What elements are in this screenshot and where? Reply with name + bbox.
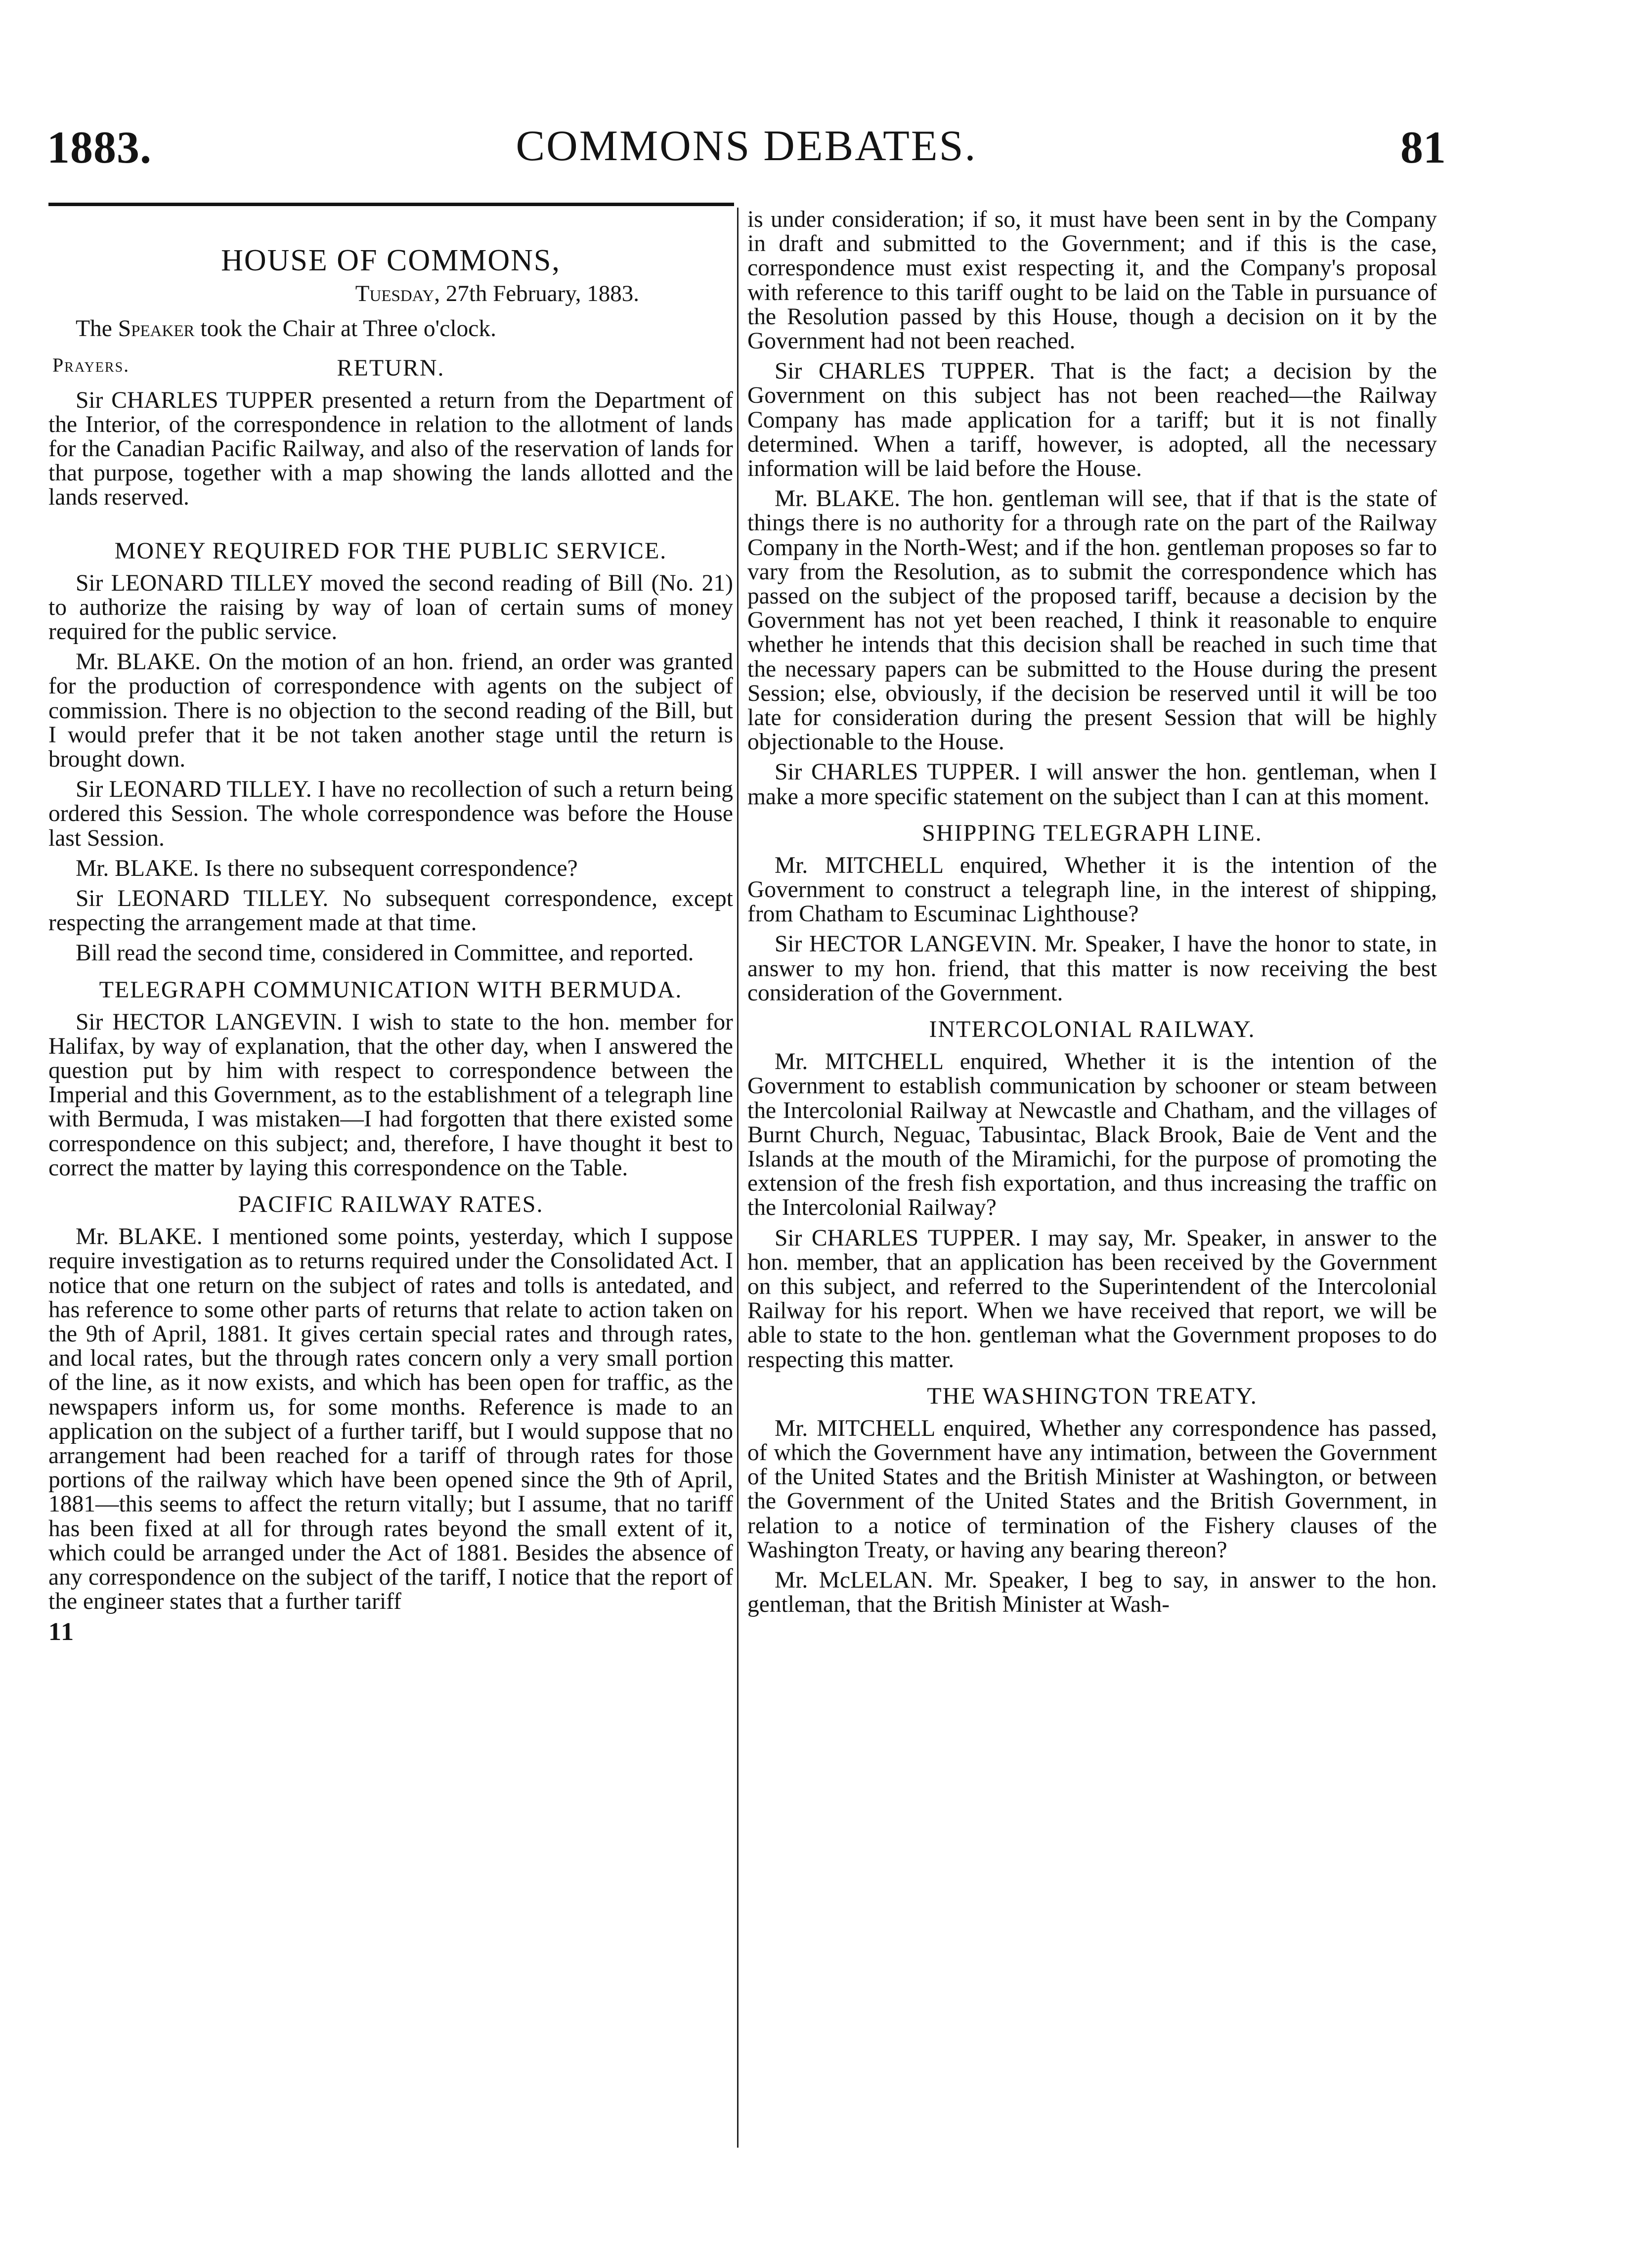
heading-pacific-railway-rates: PACIFIC RAILWAY RATES. <box>238 1191 544 1218</box>
heading-telegraph-bermuda: TELEGRAPH COMMUNICATION WITH BERMUDA. <box>99 976 683 1003</box>
sitting-date-rest: 27th February, 1883. <box>445 281 639 306</box>
chair-text: took the Chair at Three o'clock. <box>194 316 496 342</box>
rates-paragraph-3: Sir CHARLES TUPPER. I will answer the hon. gentleman, when I make a more specific statement on the subject than I can at this moment. <box>747 759 1437 810</box>
heading-return: RETURN. <box>337 354 445 381</box>
house-title: HOUSE OF COMMONS, <box>221 244 561 277</box>
header-page-number: 81 <box>1400 122 1446 173</box>
sitting-day: Tuesday, <box>355 281 440 306</box>
rates-paragraph-2: Mr. BLAKE. The hon. gentleman will see, that if that is the state of things there is no authority for a through rate on the part of the Railway Company in the North-West; and if the hon. gentleman proposes so far to vary from the Resolution, as to submit the correspondence which has passed on the subject of the proposed tariff, because a decision by the Government has not yet been reached, I think it reasonable to enquire whether he intends that this decision shall be reached in such time that the necessary papers can be submitted to the House during the present Session; else, obviously, if the decision be reserved until it will be too late for consideration during the present Session that will be highly objectionable to the House. <box>747 486 1437 755</box>
money-paragraph-6: Bill read the second time, considered in Committee, and reported. <box>76 940 694 966</box>
speaker-word: Speaker <box>118 316 195 342</box>
shipping-paragraph-1: Mr. MITCHELL enquired, Whether it is the intention of the Government to construct a telegraph line, in the interest of shipping, from Chatham to Escuminac Lighthouse? <box>747 852 1437 927</box>
money-paragraph-4: Mr. BLAKE. Is there no subsequent correspondence? <box>76 855 578 881</box>
money-paragraph-5: Sir LEONARD TILLEY. No subsequent correspondence, except respecting the arrangement made at that time. <box>48 886 733 936</box>
intercolonial-paragraph-1: Mr. MITCHELL enquired, Whether it is the intention of the Government to establish communication by schooner or steam between the Intercolonial Railway at Newcastle and Chatham, and the villages of Burnt Church, Neguac, Tabusintac, Black Brook, Baie de Vent and the Islands at the mouth of the Miramichi, for the purpose of promoting the extension of the fresh fish exportation, and thus increasing the traffic on the Intercolonial Railway? <box>747 1049 1437 1221</box>
signature-mark: 11 <box>48 1618 75 1646</box>
prayers-label: Prayers. <box>52 354 130 377</box>
washington-paragraph-2: Mr. McLELAN. Mr. Speaker, I beg to say, in answer to the hon. gentleman, that the British Minister at Wash- <box>747 1567 1437 1618</box>
heading-washington-treaty: THE WASHINGTON TREATY. <box>927 1382 1258 1409</box>
pacific-paragraph: Mr. BLAKE. I mentioned some points, yesterday, which I suppose require investigation as to returns required under the Consolidated Act. I notice that one return on the subject of rates and tolls is antedated, and has reference to some other parts of returns that relate to action taken on the 9th of April, 1881. It gives certain special rates and through rates, and local rates, but the through rates concern only a very small portion of the line, as it now exists, and which has been open for traffic, as the newspapers inform us, for some months. Reference is made to an application on the subject of a further tariff, but I would suppose that no arrangement had been reached for a tariff of through rates for those portions of the railway which have been opened since the 9th of April, 1881—this seems to affect the return vitally; but I assume, that no tariff has been fixed at all for through rates beyond the small extent of it, which could be arranged under the Act of 1881. Besides the absence of any correspondence on the subject of the tariff, I notice that the report of the engineer states that a further tariff <box>48 1224 733 1615</box>
header-year: 1883. <box>47 122 152 173</box>
intercolonial-paragraph-2: Sir CHARLES TUPPER. I may say, Mr. Speaker, in answer to the hon. member, that an application has been received by the Government on this subject, and referred to the Superintendent of the Intercolonial Railway for his report. When we have received that report, we will be able to state to the hon. gentleman what the Government proposes to do respecting this matter. <box>747 1225 1437 1373</box>
heading-money-required: MONEY REQUIRED FOR THE PUBLIC SERVICE. <box>114 537 667 564</box>
return-paragraph: Sir CHARLES TUPPER presented a return from the Department of the Interior, of the correspondence in relation to the allotment of lands for the Canadian Pacific Railway, and also of the reservation of lands for that purpose, together with a map showing the lands allotted and the lands reserved. <box>48 387 733 511</box>
bermuda-paragraph: Sir HECTOR LANGEVIN. I wish to state to the hon. member for Halifax, by way of explanation, that the other day, when I answered the question put by him with respect to correspondence between the Imperial and this Government, as to the establishment of a telegraph line with Bermuda, I was mistaken—I had forgotten that there existed some correspondence on this subject; and, therefore, I have thought it best to correct the matter by laying this correspondence on the Table. <box>48 1009 733 1181</box>
continuation-paragraph: is under consideration; if so, it must have been sent in by the Company in draft and submitted to the Government; and if this is the case, correspondence must exist respecting it, and the Company's proposal with reference to this tariff ought to be laid on the Table in pursuance of the Resolution passed by this House, though a decision on it by the Government had not been reached. <box>747 207 1437 354</box>
header-rule <box>48 203 734 206</box>
right-column <box>747 208 1437 1623</box>
sitting-date <box>48 282 733 306</box>
heading-intercolonial-railway: INTERCOLONIAL RAILWAY. <box>929 1016 1256 1043</box>
the-word: The <box>76 316 118 342</box>
washington-paragraph-1: Mr. MITCHELL enquired, Whether any correspondence has passed, of which the Government have any intimation, between the Government of the United States and the British Minister at Washington, or between the Government of the United States and the British Government, in relation to a notice of termination of the Fishery clauses of the Washington Treaty, or having any bearing thereon? <box>747 1415 1437 1563</box>
running-header <box>47 121 1446 185</box>
speaker-chair-line <box>76 317 733 341</box>
rates-paragraph-1: Sir CHARLES TUPPER. That is the fact; a decision by the Government on this subject has not been reached—the Railway Company has made application for a tariff; but it is not finally determined. When a tariff, however, is adopted, all the necessary information will be laid before the House. <box>747 358 1437 482</box>
money-paragraph-3: Sir LEONARD TILLEY. I have no recollection of such a return being ordered this Session. The whole correspondence was before the House last Session. <box>48 777 733 851</box>
left-column <box>48 208 733 1644</box>
column-divider <box>737 208 739 2148</box>
header-title: COMMONS DEBATES. <box>516 122 977 170</box>
money-paragraph-1: Sir LEONARD TILLEY moved the second reading of Bill (No. 21) to authorize the raising by way of loan of certain sums of money required for the public service. <box>48 570 733 645</box>
shipping-paragraph-2: Sir HECTOR LANGEVIN. Mr. Speaker, I have the honor to state, in answer to my hon. friend, that this matter is now receiving the best consideration of the Government. <box>747 931 1437 1006</box>
money-paragraph-2: Mr. BLAKE. On the motion of an hon. friend, an order was granted for the production of correspondence with agents on the subject of commission. There is no objection to the second reading of the Bill, but I would prefer that it be not taken another stage until the return is brought down. <box>48 649 733 773</box>
heading-shipping-telegraph: SHIPPING TELEGRAPH LINE. <box>922 820 1262 846</box>
